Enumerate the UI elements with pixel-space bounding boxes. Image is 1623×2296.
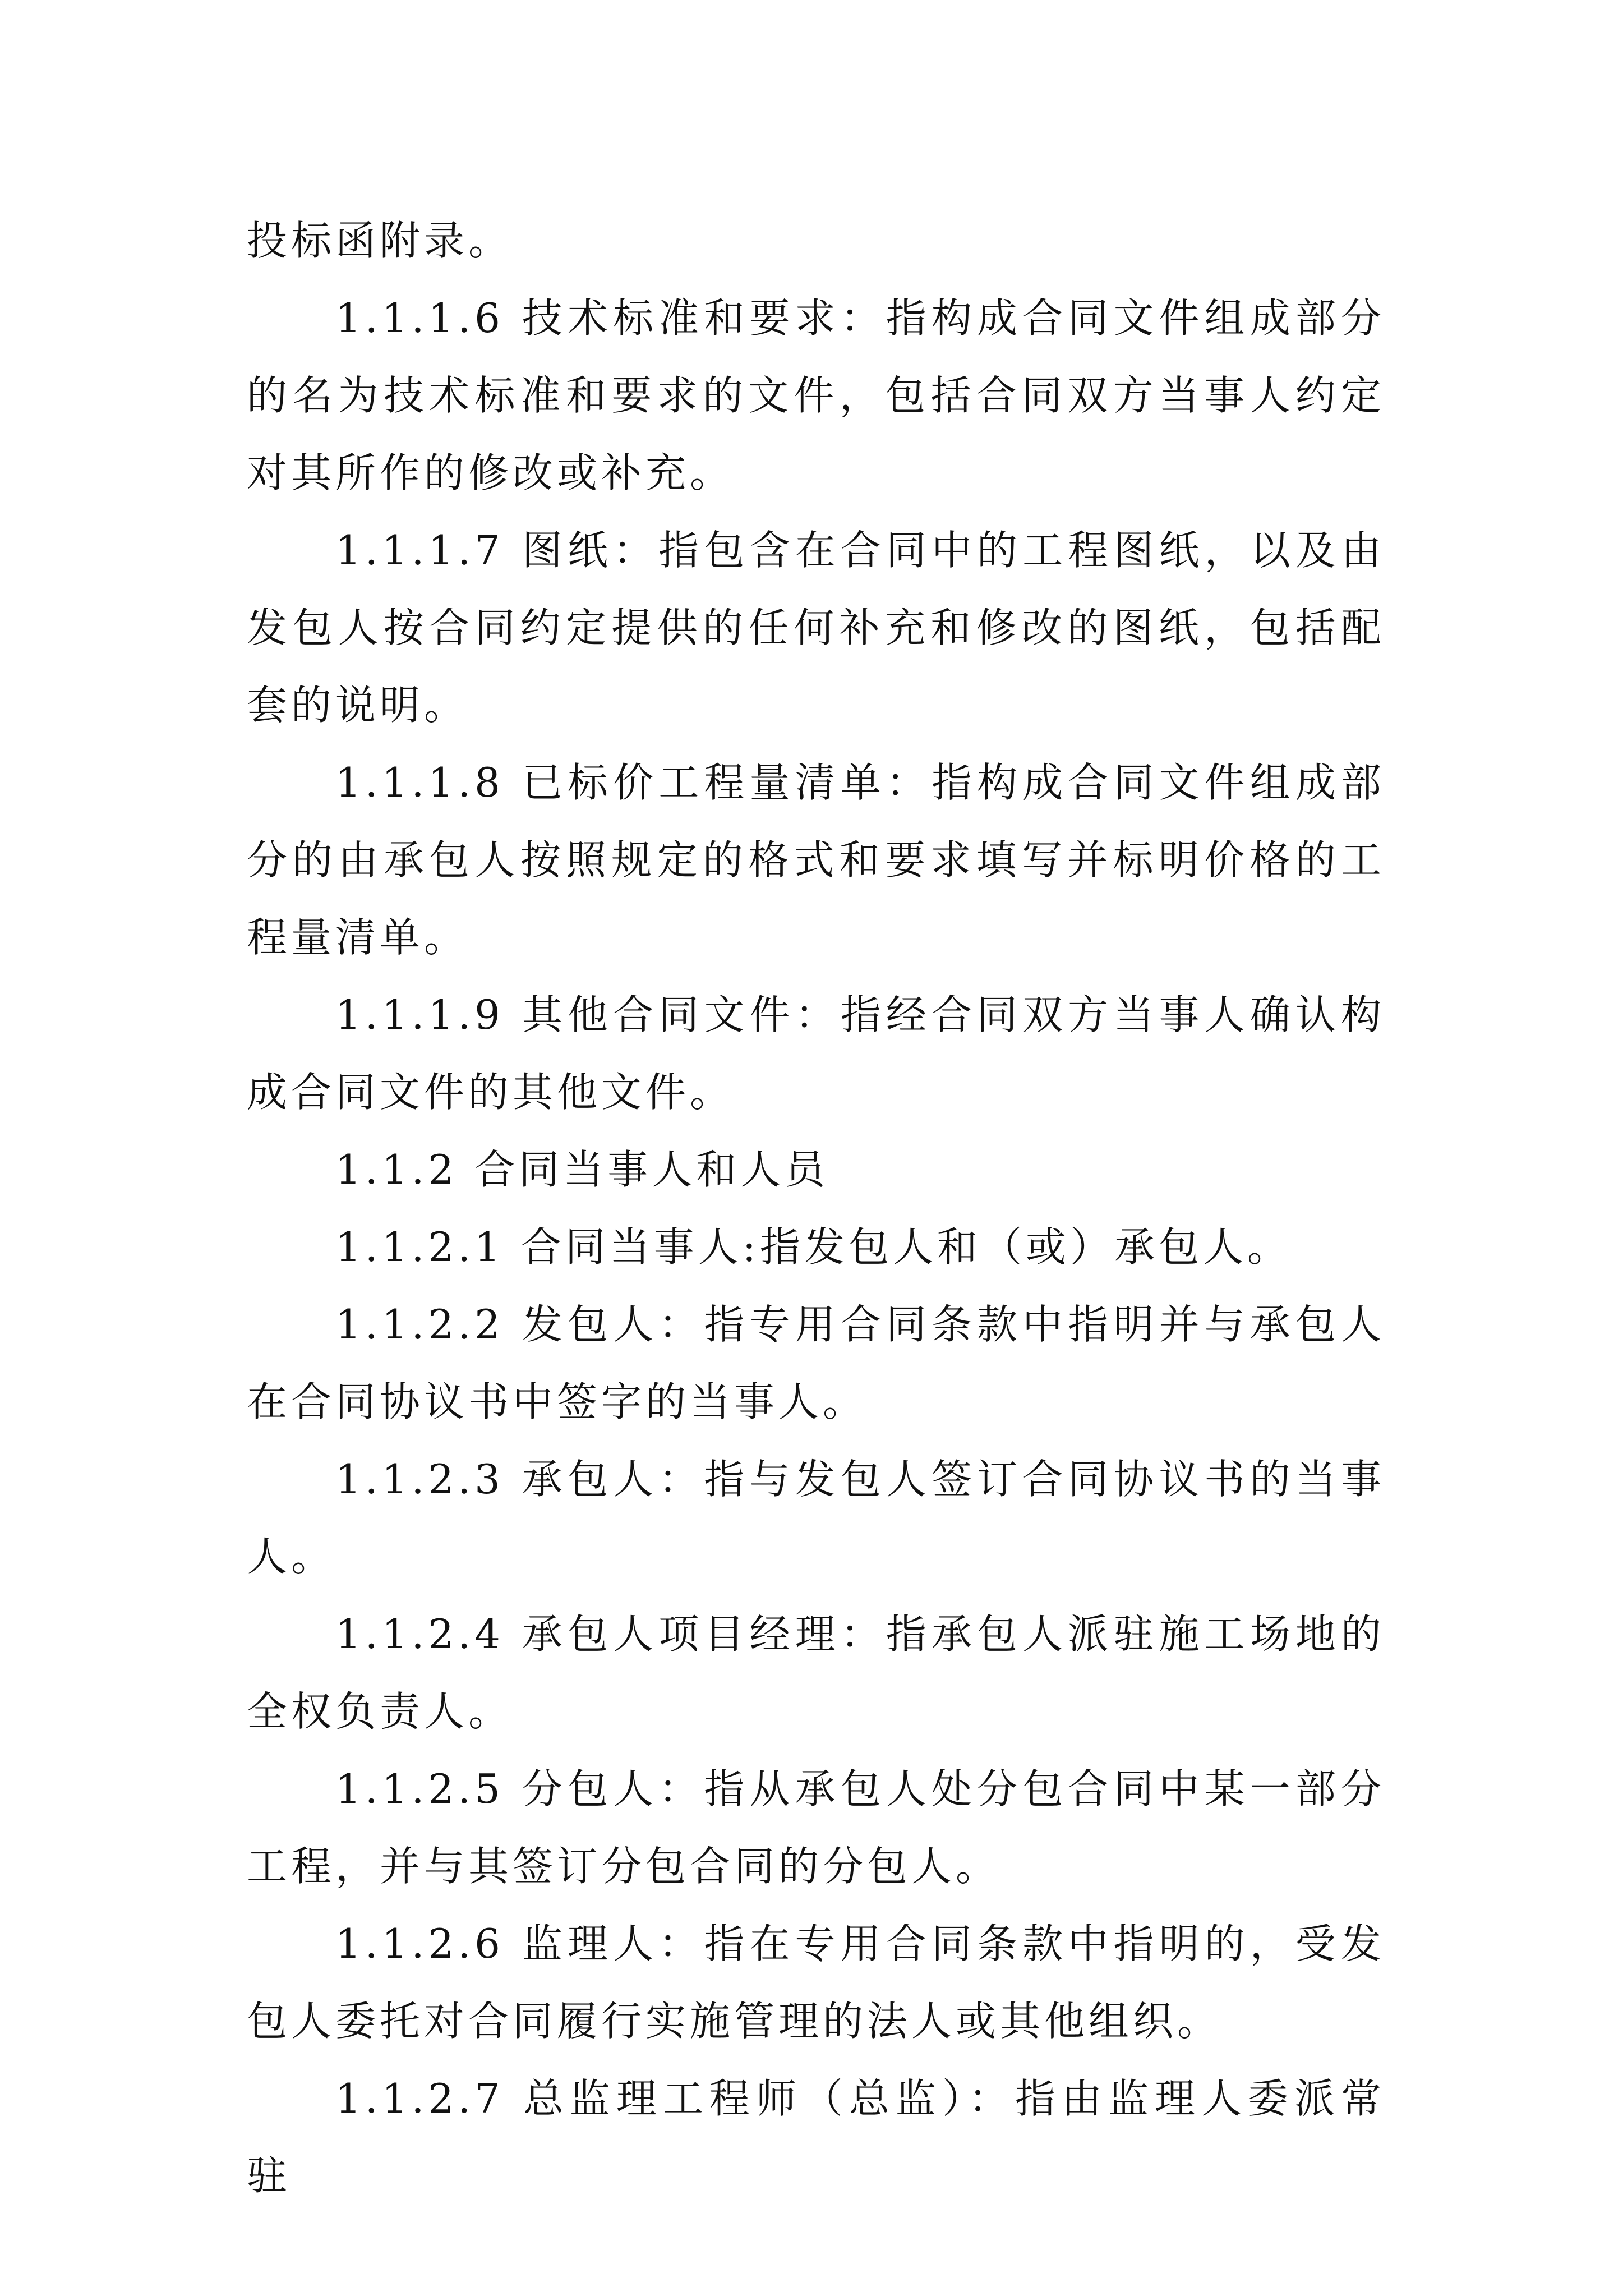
paragraph-1-1-2-7: 1.1.2.7 总监理工程师（总监）：指由监理人委派常驻: [247, 2075, 1385, 2200]
paragraph-1-1-1-8: 1.1.1.8 已标价工程量清单：指构成合同文件组成部分的由承包人按照规定的格式和要求填写并标明价格的工程量清单。: [247, 759, 1385, 961]
paragraph-1-1-2-2: 1.1.2.2 发包人：指专用合同条款中指明并与承包人在合同协议书中签字的当事人。: [247, 1301, 1385, 1425]
paragraph-1-1-1-6: 1.1.1.6 技术标准和要求：指构成合同文件组成部分的名为技术标准和要求的文件，包括合同双方当事人约定对其所作的修改或补充。: [247, 295, 1385, 496]
paragraph-appendix-tail: 投标函附录。: [247, 217, 513, 264]
paragraph-1-1-2-5: 1.1.2.5 分包人：指从承包人处分包合同中某一部分工程，并与其签订分包合同的分包人。: [247, 1765, 1385, 1890]
paragraph-1-1-2-1: 1.1.2.1 合同当事人:指发包人和（或）承包人。: [335, 1223, 1292, 1271]
paragraph-1-1-2-4: 1.1.2.4 承包人项目经理：指承包人派驻施工场地的全权负责人。: [247, 1611, 1385, 1735]
paragraph-1-1-2-3: 1.1.2.3 承包人：指与发包人签订合同协议书的当事人。: [247, 1456, 1385, 1580]
paragraph-1-1-1-9: 1.1.1.9 其他合同文件：指经合同双方当事人确认构成合同文件的其他文件。: [247, 991, 1385, 1116]
section-heading-1-1-2: 1.1.2 合同当事人和人员: [335, 1146, 829, 1193]
paragraph-1-1-2-6: 1.1.2.6 监理人：指在专用合同条款中指明的，受发包人委托对合同履行实施管理的法人或其他组织。: [247, 1920, 1385, 2045]
contract-text-body: [247, 202, 1385, 2215]
paragraph-1-1-1-7: 1.1.1.7 图纸：指包含在合同中的工程图纸，以及由发包人按合同约定提供的任何补充和修改的图纸，包括配套的说明。: [247, 527, 1385, 729]
